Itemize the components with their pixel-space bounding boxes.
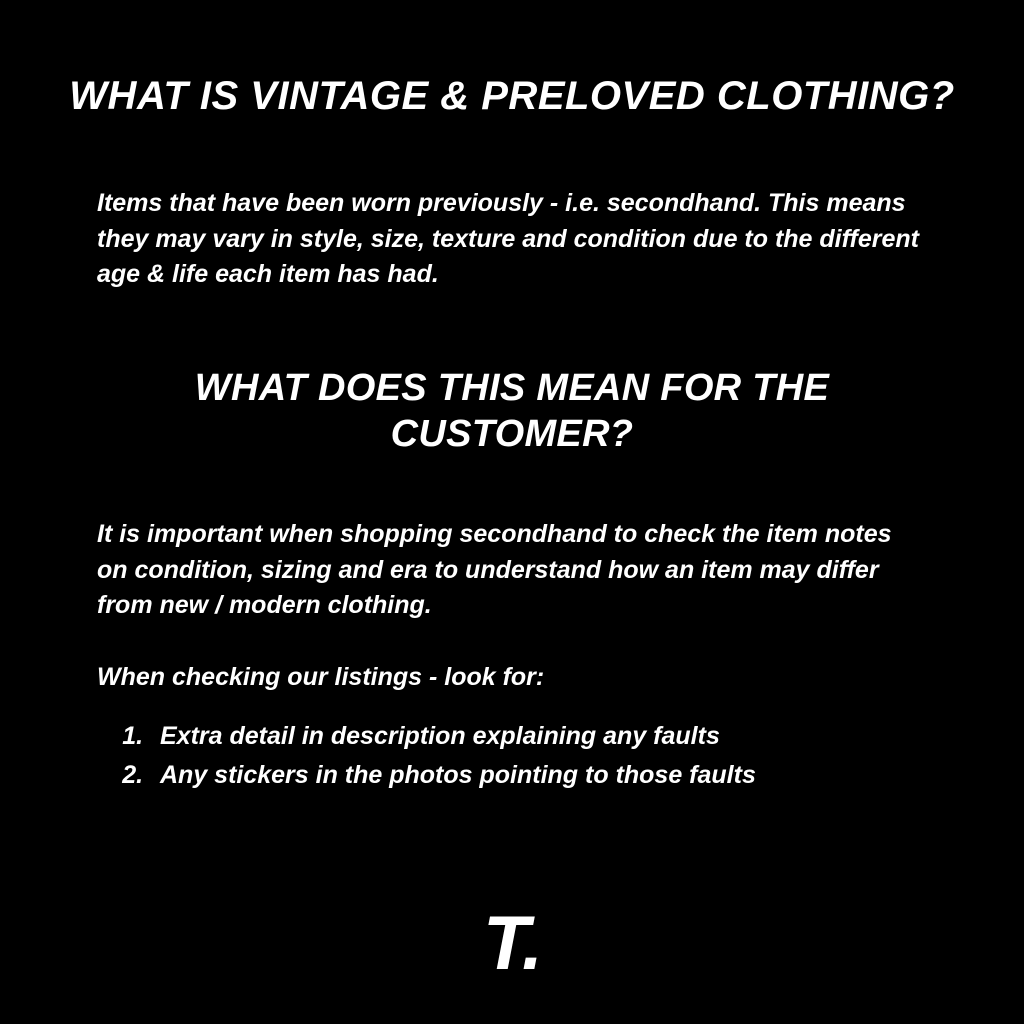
brand-logo: [0, 901, 1024, 986]
customer-paragraph: It is important when shopping secondhand to check the item notes on condition, sizing and era to understand how an item may differ from new / modern clothing.: [97, 520, 892, 620]
checklist: [0, 695, 1024, 795]
intro-paragraph: Items that have been worn previously - i.e. secondhand. This means they may vary in style, size, texture and condition due to the different age & life each item has had.: [97, 189, 919, 288]
list-item: 2. Any stickers in the photos pointing to those faults: [150, 756, 984, 795]
list-item: 1. Extra detail in description explaining any faults: [150, 717, 984, 756]
logo-text: T.: [483, 901, 541, 986]
listings-prompt: When checking our listings - look for:: [97, 662, 545, 691]
section-heading-customer: WHAT DOES THIS MEAN FOR THE CUSTOMER?: [194, 366, 830, 455]
page-title: WHAT IS VINTAGE & PRELOVED CLOTHING?: [69, 74, 955, 118]
